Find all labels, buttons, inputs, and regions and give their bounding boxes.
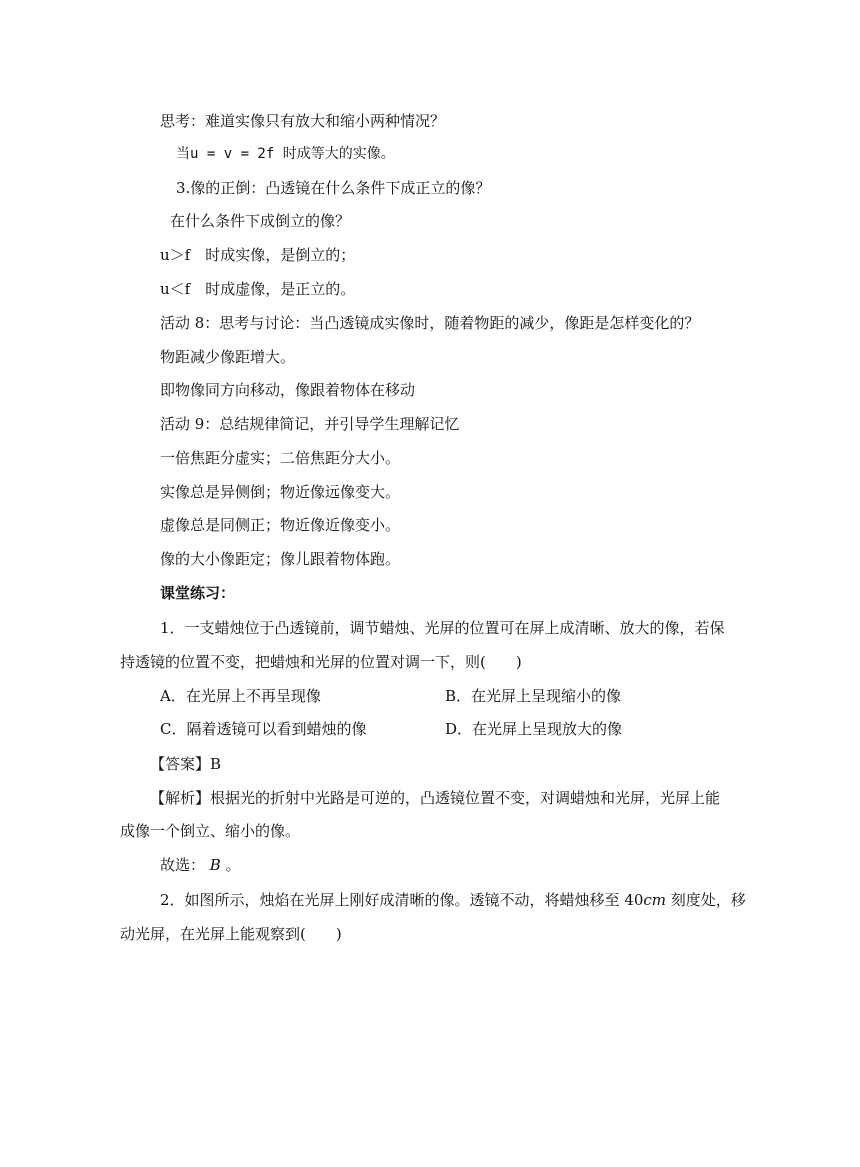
activity-8-answer-2: 即物像同方向移动，像跟着物体在移动 [160, 381, 416, 399]
q1-line-2: 持透镜的位置不变，把蜡烛和光屏的位置对调一下，则( ) [120, 653, 522, 671]
mnemonic-line-4: 像的大小像距定；像儿跟着物体跑。 [160, 550, 401, 568]
q2-line-1-text: 2．如图所示，烛焰在光屏上刚好成清晰的像。透镜不动，将蜡烛移至 40 [160, 891, 644, 909]
q1-line-1: 1．一支蜡烛位于凸透镜前，调节蜡烛、光屏的位置可在屏上成清晰、放大的像，若保 [160, 619, 725, 637]
activity-9-title: 活动 9：总结规律简记，并引导学生理解记忆 [160, 415, 460, 433]
section-3-heading: 3.像的正倒：凸透镜在什么条件下成正立的像？ [176, 179, 491, 197]
q1-option-a: A．在光屏上不再呈现像 [160, 687, 321, 705]
mnemonic-line-3: 虚像总是同侧正；物近像近像变小。 [160, 516, 401, 534]
q1-choice-letter: B [209, 856, 221, 874]
q1-option-d: D．在光屏上呈现放大的像 [445, 720, 623, 738]
activity-8-answer-1: 物距减少像距增大。 [160, 348, 296, 366]
q1-explanation-1: 【解析】根据光的折射中光路是可逆的，凸透镜位置不变，对调蜡烛和光屏，光屏上能 [150, 789, 721, 807]
equal-image-condition: 当u = v = 2f 时成等大的实像。 [176, 146, 395, 162]
q1-choice-suffix: 。 [225, 856, 241, 874]
q1-option-b: B．在光屏上呈现缩小的像 [445, 687, 622, 705]
q2-line-2: 动光屏，在光屏上能观察到( ) [120, 925, 342, 943]
mnemonic-line-1: 一倍焦距分虚实；二倍焦距分大小。 [160, 449, 401, 467]
section-3-subquestion: 在什么条件下成倒立的像？ [170, 212, 351, 230]
q1-explanation-2: 成像一个倒立、缩小的像。 [120, 822, 301, 840]
thinking-question: 思考：难道实像只有放大和缩小两种情况？ [160, 112, 446, 130]
q2-line-1-tail: 刻度处，移 [666, 891, 746, 909]
q2-unit: cm [643, 891, 667, 909]
rule-real-inverted: u＞f 时成实像，是倒立的； [160, 246, 356, 264]
q1-choice [160, 855, 241, 875]
q2-line-1 [160, 890, 746, 910]
practice-heading: 课堂练习： [160, 584, 236, 602]
mnemonic-line-2: 实像总是异侧倒；物近像远像变大。 [160, 483, 401, 501]
activity-8-title: 活动 8：思考与讨论：当凸透镜成实像时，随着物距的减少，像距是怎样变化的？ [160, 314, 700, 332]
rule-virtual-upright: u＜f 时成虚像，是正立的。 [160, 280, 356, 298]
q1-answer: 【答案】B [150, 755, 222, 773]
q1-choice-prefix: 故选： [160, 856, 206, 874]
q1-option-c: C．隔着透镜可以看到蜡烛的像 [160, 720, 367, 738]
